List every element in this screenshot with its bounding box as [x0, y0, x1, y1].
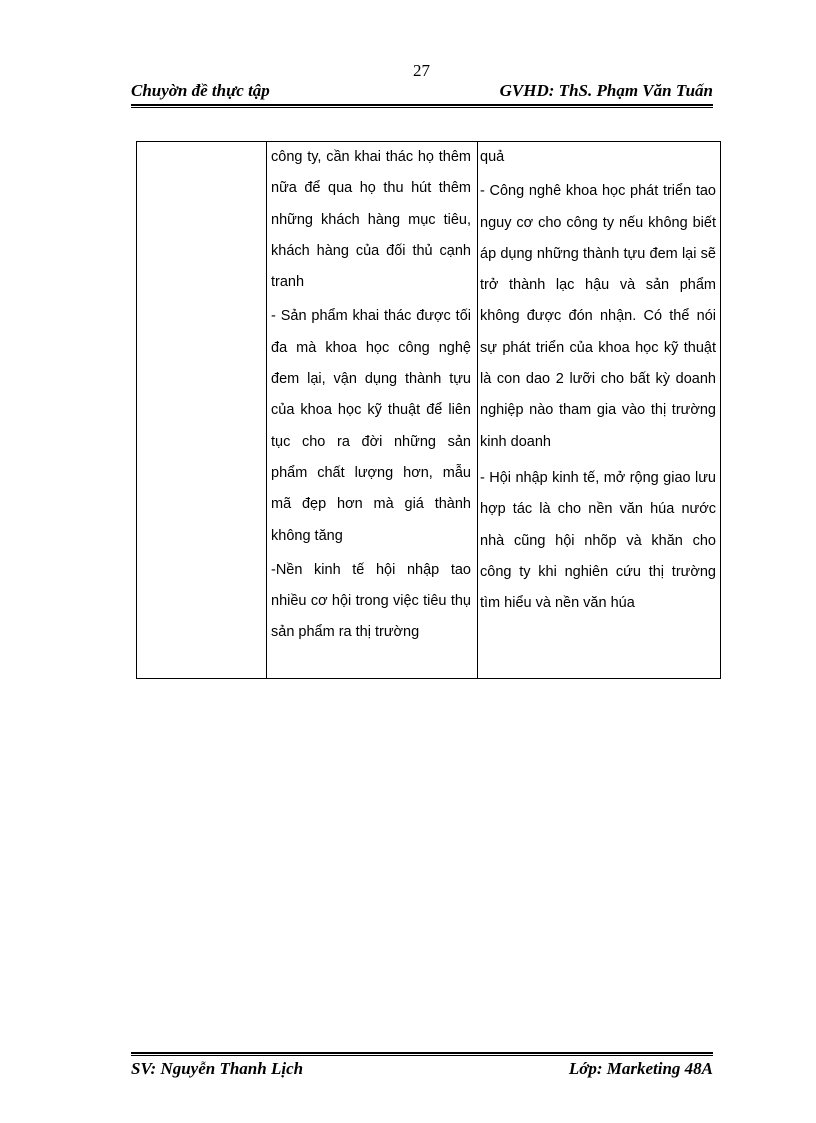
- footer-rule: [131, 1052, 713, 1056]
- table-paragraph: quả: [480, 149, 505, 165]
- table-paragraph: -Nền kinh tế hội nhập tao nhiều cơ hội trong việc tiêu thụ sản phẩm ra thị trường: [271, 561, 471, 641]
- header-supervisor: GVHD: ThS. Phạm Văn Tuấn: [499, 81, 713, 100]
- page-number: 27: [413, 61, 430, 80]
- column-divider-1: [266, 142, 267, 678]
- footer-student: SV: Nguyễn Thanh Lịch: [131, 1059, 304, 1078]
- column-divider-2: [477, 142, 478, 678]
- page-footer: [131, 1059, 713, 1081]
- content-table: [136, 141, 721, 679]
- page-header: [131, 81, 713, 103]
- table-cell-threats: [480, 142, 716, 619]
- header-rule: [131, 104, 713, 108]
- table-paragraph: - Công nghê khoa học phát triển tao nguy cơ cho công ty nếu không biết áp dụng những thành tựu đem lại sẽ trở thành lạc hậu và sản phẩm không được đón nhận. Có thể nói sự phát triển của khoa học kỹ thuật là con dao 2 lưỡi cho bất kỳ doanh nghiệp nào tham gia vào thị trường kinh doanh: [480, 183, 716, 450]
- header-document-title: Chuyờn đề thực tập: [131, 81, 270, 100]
- table-cell-opportunities: [271, 142, 471, 649]
- table-paragraph: - Hội nhập kinh tế, mở rộng giao lưu hợp tác là cho nền văn húa nước nhà cũng hội nhõp và khăn cho công ty khi nghiên cứu thị trường tìm hiểu và nền văn húa: [480, 469, 716, 612]
- table-paragraph: - Sản phẩm khai thác được tối đa mà khoa học công nghệ đem lại, vận dụng thành tựu của khoa học kỹ thuật để liên tục cho ra đời những sản phẩm chất lượng hơn, mẫu mã đẹp hơn mà giá thành không tăng: [271, 308, 471, 544]
- footer-class: Lớp: Marketing 48A: [568, 1059, 713, 1078]
- table-paragraph: công ty, cần khai thác họ thêm nữa để qua họ thu hút thêm những khách hàng mục tiêu, khách hàng của đối thủ cạnh tranh: [271, 149, 471, 291]
